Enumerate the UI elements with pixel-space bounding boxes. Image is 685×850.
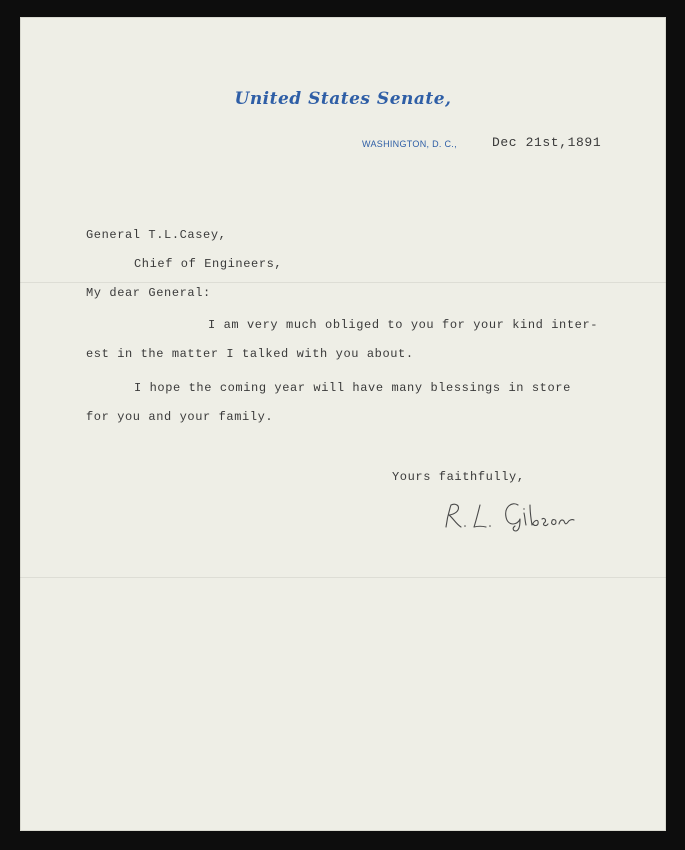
letterhead-place: WASHINGTON, D. C.,: [362, 139, 457, 149]
signature: [438, 497, 578, 533]
fold-line: [20, 282, 666, 283]
recipient-name: General T.L.Casey,: [86, 228, 227, 242]
recipient-title: Chief of Engineers,: [134, 257, 283, 271]
paragraph-2-line-2: for you and your family.: [86, 410, 274, 424]
letterhead-title: United States Senate,: [234, 89, 452, 109]
paragraph-2-line-1: I hope the coming year will have many blessings in store: [134, 381, 571, 395]
salutation: My dear General:: [86, 286, 211, 300]
paragraph-1-line-1: I am very much obliged to you for your kind inter-: [208, 318, 599, 332]
paragraph-1-line-2: est in the matter I talked with you about.: [86, 347, 414, 361]
closing: Yours faithfully,: [392, 470, 525, 484]
letter-page: [20, 17, 666, 831]
letter-date: Dec 21st,1891: [492, 135, 602, 150]
fold-line: [20, 577, 666, 578]
